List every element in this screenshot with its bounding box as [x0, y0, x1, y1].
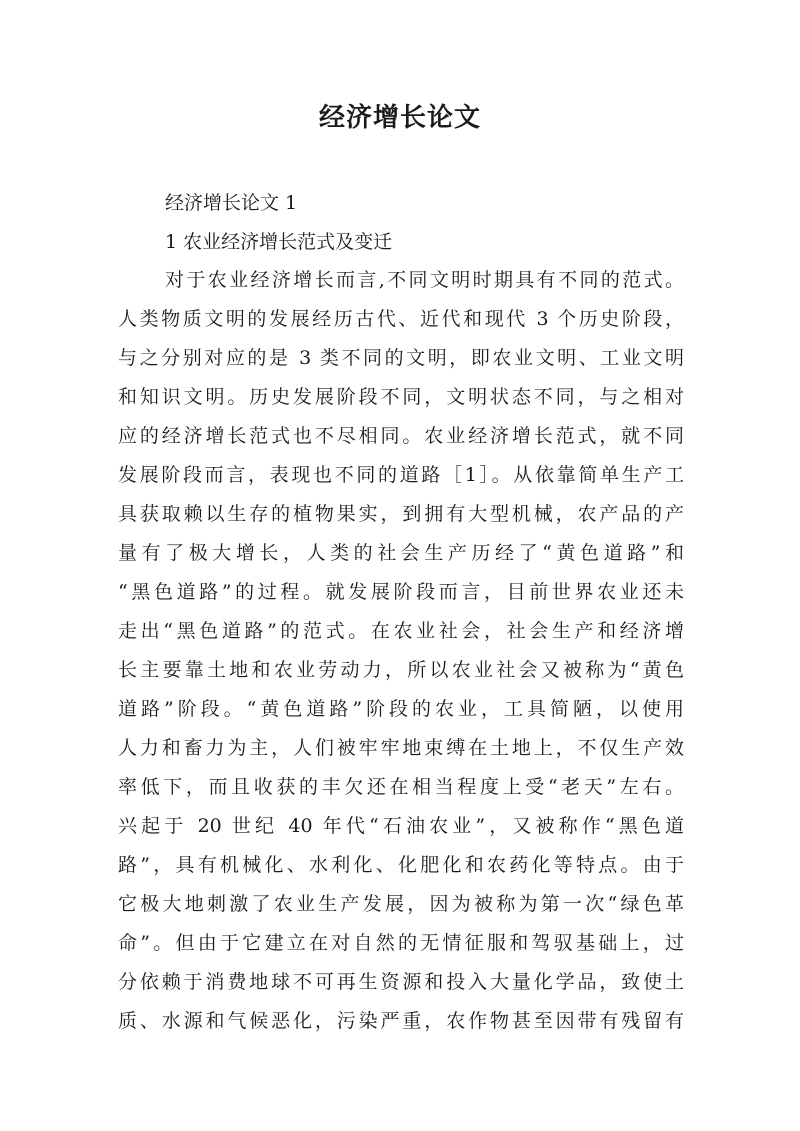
paragraph-line: 具获取赖以生存的植物果实，到拥有大型机械，农产品的产: [118, 503, 684, 525]
paragraph-line: 人类物质文明的发展经历古代、近代和现代 3 个历史阶段，: [118, 308, 684, 330]
paragraph-line: 分依赖于消费地球不可再生资源和投入大量化学品，致使土: [118, 971, 684, 993]
paragraph-line: 道路”阶段。“黄色道路”阶段的农业，工具简陋，以使用: [118, 698, 684, 720]
paragraph-line: 与之分别对应的是 3 类不同的文明，即农业文明、工业文明: [118, 347, 684, 369]
paragraph-line: 率低下，而且收获的丰欠还在相当程度上受“老天”左右。: [118, 776, 684, 798]
paragraph-line: 命”。但由于它建立在对自然的无情征服和驾驭基础上，过: [118, 932, 684, 954]
paragraph-line: 和知识文明。历史发展阶段不同，文明状态不同，与之相对: [118, 386, 684, 408]
document-title: 经济增长论文: [318, 103, 481, 133]
paragraph-line: 发展阶段而言，表现也不同的道路［1］。从依靠简单生产工: [118, 464, 684, 486]
paragraph-line: 人力和畜力为主，人们被牢牢地束缚在土地上，不仅生产效: [118, 737, 684, 759]
document-subtitle: 经济增长论文 1: [165, 192, 298, 214]
section-heading: 1 农业经济增长范式及变迁: [165, 231, 393, 253]
paragraph-line: 路”，具有机械化、水利化、化肥化和农药化等特点。由于: [118, 854, 684, 876]
paragraph-line: 对于农业经济增长而言,不同文明时期具有不同的范式。: [165, 269, 684, 291]
paragraph-line: 长主要靠土地和农业劳动力，所以农业社会又被称为“黄色: [118, 659, 684, 681]
paragraph-line: 量有了极大增长，人类的社会生产历经了“黄色道路”和: [118, 542, 684, 564]
paragraph-line: 兴起于 20 世纪 40 年代“石油农业”，又被称作“黑色道: [118, 815, 684, 837]
paragraph-line: “黑色道路”的过程。就发展阶段而言，目前世界农业还未: [118, 581, 684, 603]
paragraph-line: 应的经济增长范式也不尽相同。农业经济增长范式，就不同: [118, 425, 684, 447]
paragraph-line: 走出“黑色道路”的范式。在农业社会，社会生产和经济增: [118, 620, 684, 642]
paragraph-line: 质、水源和气候恶化，污染严重，农作物甚至因带有残留有: [118, 1010, 684, 1032]
paragraph-line: 它极大地刺激了农业生产发展，因为被称为第一次“绿色革: [118, 893, 684, 915]
